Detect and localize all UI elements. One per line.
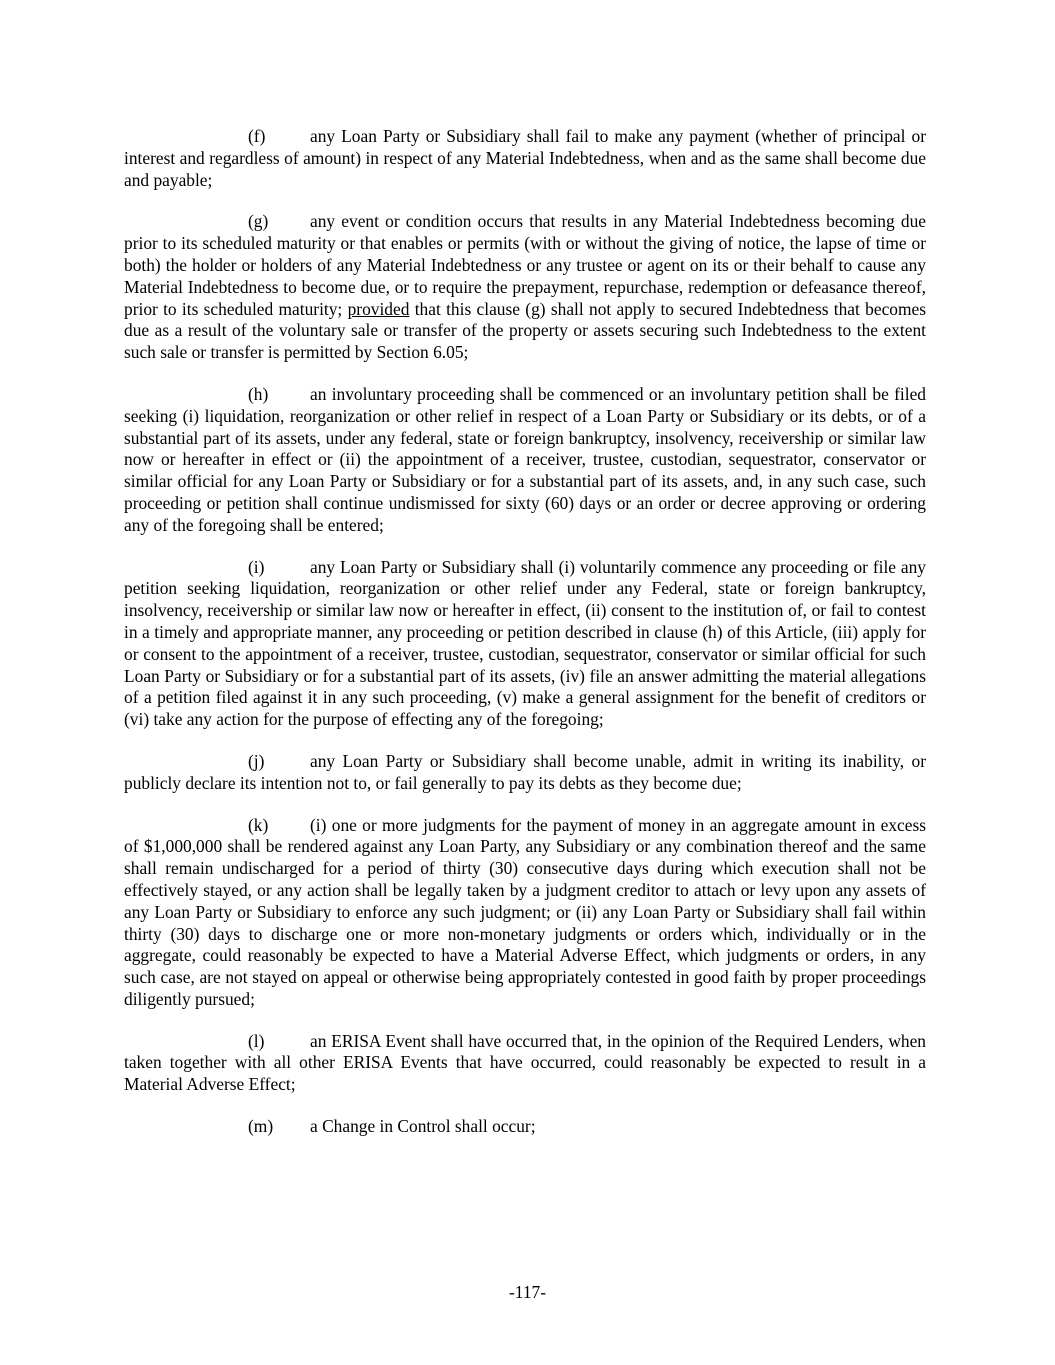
clause-label: (h) — [248, 383, 269, 404]
clause-label: (j) — [248, 750, 265, 771]
clause-g — [124, 211, 926, 364]
clause-label: (m) — [248, 1116, 274, 1137]
clause-text: that this clause (g) shall not apply to secured Indebtedness that becomes due as a result of the voluntary sale or transfer of the property or assets securing such Indebtedness to the extent such sale or transfer is permitted by Section 6.05; — [124, 298, 926, 363]
clause-i — [124, 557, 926, 731]
clause-label: (l) — [248, 1030, 265, 1051]
clause-label: (i) — [248, 556, 265, 577]
clause-label: (g) — [248, 211, 269, 232]
clause-f — [124, 126, 926, 191]
clause-text: (i) one or more judgments for the payment of money in an aggregate amount in excess of $1,000,000 shall be rendered against any Loan Party, any Subsidiary or any combination thereof and the same shall remain undischarged for a period of thirty (30) consecutive days during which execution shall not be effectively stayed, or any action shall be legally taken by a judgment creditor to attach or levy upon any assets of any Loan Party or Subsidiary to enforce any such judgment; or (ii) any Loan Party or Subsidiary shall fail within thirty (30) days to discharge one or more non-monetary judgments or orders which, individually or in the aggregate, could reasonably be expected to have a Material Adverse Effect, which judgments or orders, in any such case, are not stayed on appeal or otherwise being appropriately contested in good faith by proper proceedings diligently pursued; — [124, 814, 926, 1009]
clause-m — [124, 1116, 926, 1138]
page-number: -117- — [508, 1282, 547, 1302]
clause-l — [124, 1031, 926, 1096]
underlined-term: provided — [347, 298, 410, 319]
clause-label: (k) — [248, 814, 269, 835]
clause-text: a Change in Control shall occur; — [310, 1116, 536, 1137]
clause-h — [124, 384, 926, 537]
clause-k — [124, 815, 926, 1011]
clause-text: any Loan Party or Subsidiary shall become unable, admit in writing its inability, or publicly declare its intention not to, or fail generally to pay its debts as they become due; — [124, 750, 926, 793]
clause-j — [124, 751, 926, 795]
document-page — [124, 126, 926, 1158]
clause-text: any event or condition occurs that results in any Material Indebtedness becoming due prior to its scheduled maturity or that enables or permits (with or without the giving of notice, the lapse of time or both) the holder or holders of any Material Indebtedness or any trustee or agent on its or their behalf to cause any Material Indebtedness to become due, or to require the prepayment, repurchase, redemption or defeasance thereof, prior to its scheduled maturity; — [124, 211, 926, 319]
clause-text: any Loan Party or Subsidiary shall (i) voluntarily commence any proceeding or file any petition seeking liquidation, reorganization or other relief under any Federal, state or foreign bankruptcy, insolvency, receivership or similar law now or hereafter in effect, (ii) consent to the institution of, or fail to contest in a timely and appropriate manner, any proceeding or petition described in clause (h) of this Article, (iii) apply for or consent to the appointment of a receiver, trustee, custodian, sequestrator, conservator or similar official for such Loan Party or Subsidiary or for a substantial part of its assets, (iv) file an answer admitting the material allegations of a petition filed against it in any such proceeding, (v) make a general assignment for the benefit of creditors or (vi) take any action for the purpose of effecting any of the foregoing; — [124, 556, 926, 730]
clause-text: any Loan Party or Subsidiary shall fail to make any payment (whether of principal or interest and regardless of amount) in respect of any Material Indebtedness, when and as the same shall become due and payable; — [124, 126, 926, 190]
clause-label: (f) — [248, 126, 266, 146]
clause-text: an involuntary proceeding shall be commenced or an involuntary petition shall be filed seeking (i) liquidation, reorganization or other relief in respect of a Loan Party or Subsidiary or its debts, or of a substantial part of its assets, under any federal, state or foreign bankruptcy, insolvency, receivership or similar law now or hereafter in effect or (ii) the appointment of a receiver, trustee, custodian, sequestrator, conservator or similar official for any Loan Party or Subsidiary or for a substantial part of its assets, and, in any such case, such proceeding or petition shall continue undismissed for sixty (60) days or an order or decree approving or ordering any of the foregoing shall be entered; — [124, 383, 926, 535]
clause-text: an ERISA Event shall have occurred that, in the opinion of the Required Lenders, when taken together with all other ERISA Events that have occurred, could reasonably be expected to result in a Material Adverse Effect; — [124, 1030, 926, 1095]
